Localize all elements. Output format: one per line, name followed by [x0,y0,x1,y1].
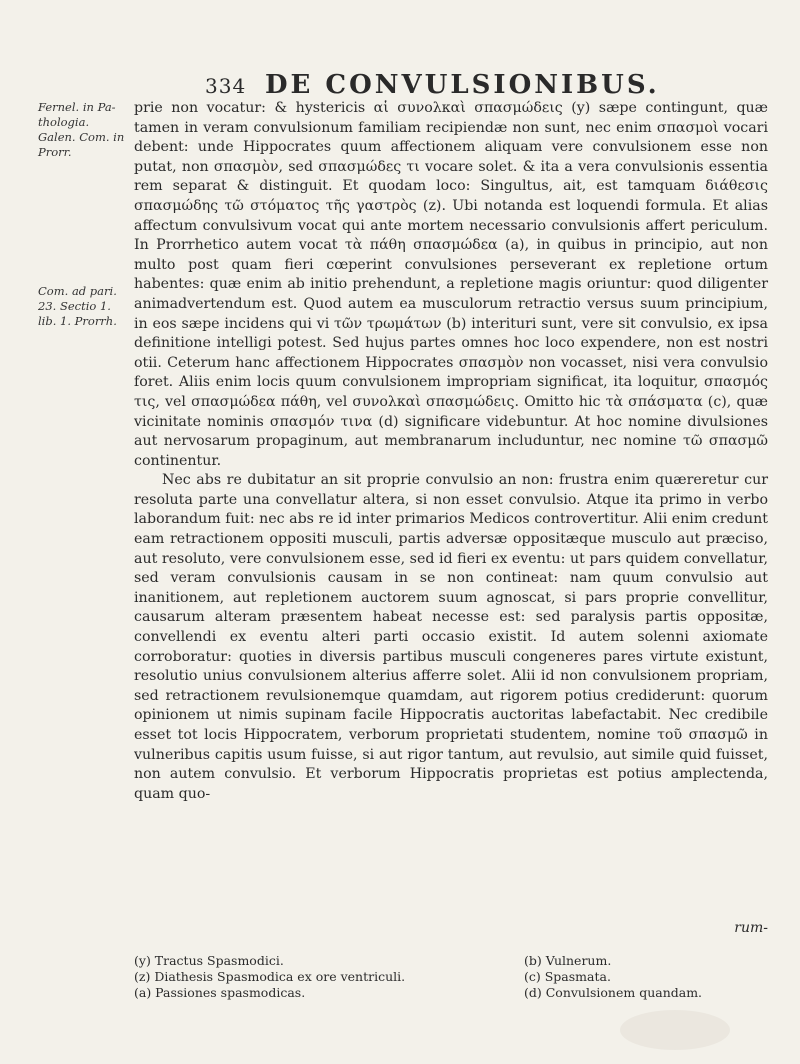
footnote-y: (y) Tractus Spasmodici. [134,953,284,968]
footnote-z: (z) Diathesis Spasmodica ex ore ventriculi. [134,969,406,984]
main-text [134,99,768,804]
catchword: rum- [734,920,768,936]
paragraph: Nec abs re dubitatur an sit proprie convulsio an non: frustra enim quæreretur cur resoluta parte una convellatur altera, si non esset convulsio. Atque ita primo in verbo laborandum fuit: nec abs re id inter primarios Medicos controvertitur. Alii enim credunt eam retractionem oppositi musculi, partis adversæ oppositæque musculo aut præciso, aut resoluto, vere convulsionem esse, sed id fieri ex eventu: ut pars quidem convellatur, sed veram convulsionis causam in se non contineat: nam quum convulsio aut inanitionem, aut repletionem auctorem suum agnoscat, si pars proprie convellitur, causarum alteram præsentem habeat necesse est: sed paralysis partis oppositæ, convellendi ex eventu alteri parti occasio existit. Id autem solenni axiomate corroboratur: quoties in diversis partibus musculi congeneres pares virtute existunt, resolutio unius convulsionem alterius afferre solet. Alii id non convulsionem propriam, sed retractionem revulsionemque quamdam, aut rigorem potius crediderunt: quorum opinionem ut nimis supinam facile Hippocratis auctoritas labefactabit. Nec credibile esset tot locis Hippocratem, verborum proprietati studentem, nomine τοῦ σπασμῶ in vulneribus capitis usum fuisse, si aut rigor tantum, aut revulsio, aut simile quid fuisset, non autem convulsio. Et verborum Hippocratis proprietas est potius amplectenda, quam quo- [134,472,768,802]
footnote-a: (a) Passiones spasmodicas. [134,985,306,1000]
footnote-c: (c) Spasmata. [524,969,611,984]
running-title: DE CONVULSIONIBUS. [265,70,660,100]
footnotes [134,953,768,1001]
paragraph: prie non vocatur: & hystericis αἱ συνολκαὶ σπασμώδεις (y) sæpe contingunt, quæ tamen in veram convulsionum familiam recipiendæ non sunt, nec enim σπασμοὶ vocari debent: unde Hippocrates quum affectionem aliquam vere convulsionem esse non putat, non σπασμὸν, sed σπασμώδες τι vocare solet. & ita a vera convulsionis essentia rem separat & distinguit. Et quodam loco: Singultus, ait, est tamquam διάθεσις σπασμώδης τῶ στόματος τῆς γαστρὸς (z). Ubi notanda est loquendi formula. Et alias affectum convulsivum vocat qui ante mortem necessario convulsionis affert periculum. In Prorrhetico autem vocat τὰ πάθη σπασμώδεα (a), in quibus in principio, aut non multo post quam fieri cœperint convulsiones perseverant ex repletione ortum habentes: quæ enim ab initio prehendunt, a repletione magis oriuntur: quod diligenter animadvertendum est. Quod autem ea musculorum retractio versus suum principium, in eos sæpe incidens qui vi τῶν τρωμάτων (b) interituri sunt, vere sit convulsio, ex ipsa definitione intelligi potest. Sed hujus partes omnes hoc loco expendere, non est nostri otii. Ceterum hanc affectionem Hippocrates σπασμὸν non vocasset, nisi vera convulsio foret. Aliis enim locis quum convulsionem impropriam significat, ita loquitur, σπασμός τις, vel σπασμώδεα πάθη, vel συνολκαὶ σπασμώδεις. Omitto hic τὰ σπάσματα (c), quæ vicinitate nominis σπασμόν τινα (d) significare videbuntur. At hoc nomine divulsiones aut nervosarum propaginum, aut membranarum includuntur, nec nomine τῶ σπασμῶ continentur. [134,100,768,469]
footnote-d: (d) Convulsionem quandam. [524,985,703,1000]
margin-note-fernel: Fernel. in Pa- thologia. Galen. Com. in Prorr. [38,100,125,159]
paper-stain [620,1010,730,1050]
page-number: 334 [205,74,247,98]
margin-notes [38,100,130,328]
margin-note-prorrh: Com. ad pari. 23. Sectio 1. lib. 1. Prorrh. [38,284,117,328]
footnote-b: (b) Vulnerum. [524,953,612,968]
page-header [205,70,745,100]
